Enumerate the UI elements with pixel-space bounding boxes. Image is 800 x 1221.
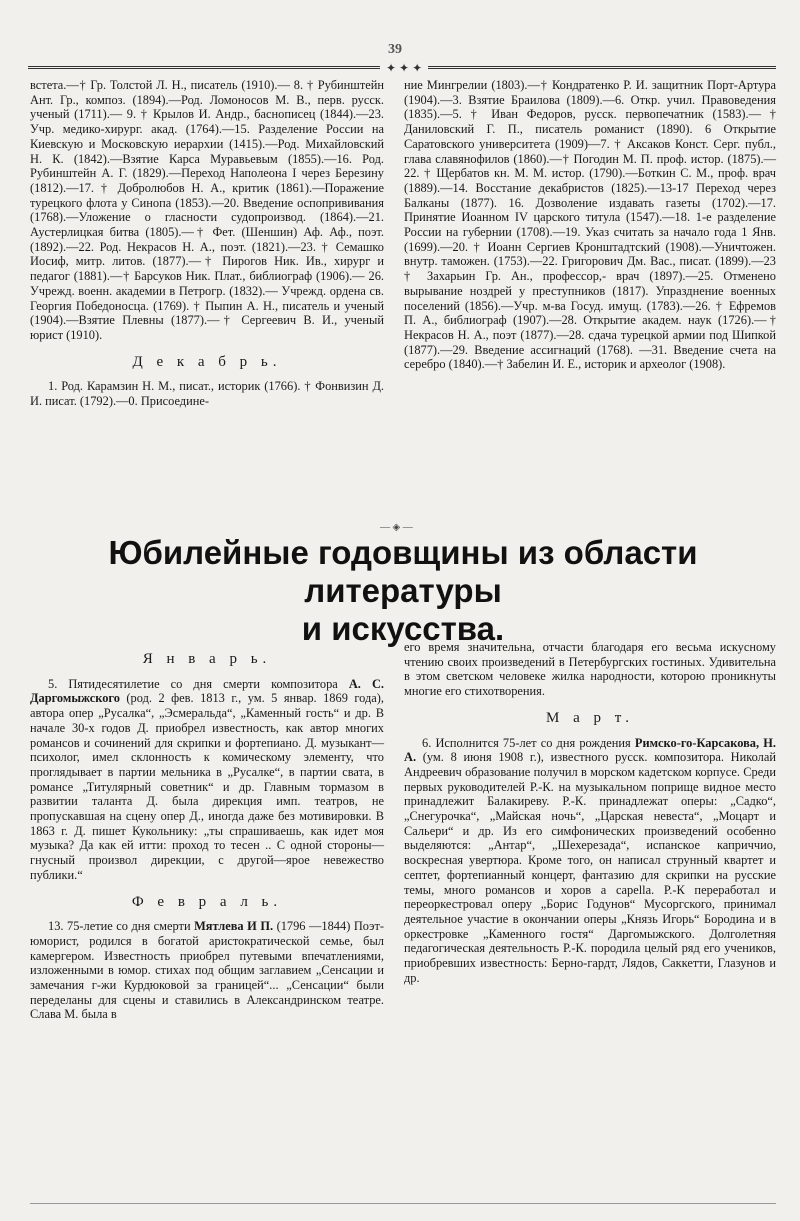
- section-title: [30, 534, 776, 648]
- top-left-column: [30, 78, 384, 409]
- section-title-line1: Юбилейные годовщины из области литературы: [108, 534, 698, 609]
- chronicle-text-november: встета.—† Гр. Толстой Л. Н., писатель (1910).— 8. † Рубинштейн Ант. Гр., композ. (1894).—Род. Ломоносов М. В., перв. русск. ученый (1711).— 9. † Крылов И. Андр., баснописец (1844).—23. Учр. медико-хирург. акад. (1764).—15. Разделение России на Киевскую и Московскую иерархии (1415).—Род. Михайловский Н. К. (1842).—Взятие Карса Муравьевым (1855).—16. Род. Рубинштейн А. Г. (1829).—Переход Наполеона I через Березину (1812).—17. † Добролюбов Н. А., критик (1861).—Поражение турецкого флота у Синопа (1853).—20. Введение оспопрививания (1768).—Уложение о гласности судопроизвод. (1864).—21. Аустерлицкая битва (1805).—† Фет. (Шеншин) Аф. Аф., поэт. (1892).—22. Род. Некрасов Н. А., поэт. (1821).—23. † Семашко Иосиф, митр. литов. (1877).—† Пирогов Ник. Ив., хирург и педагог (1881).—† Барсуков Ник. Плат., библиограф (1906).— 26. Учрежд. военн. академии в Петрогр. (1832).— Учрежд. ордена св. Георгия Победоносца. (1769). † Пыпин А. Н., писатель и ученый (1904).—Взятие Плевны (1877).—† Сергеевич В. И., ученый юрист (1910).: [30, 78, 384, 342]
- february-entry: [30, 919, 384, 1022]
- section-title-line2: и искусства.: [301, 610, 505, 647]
- page-number: 39: [388, 42, 402, 57]
- february-entry-text: (1796 —1844) Поэт-юморист, родился в богатой аристократической семье, был камергером. Известность приобрел путевыми впечатлениями, изложенными в юмор. стихах под общим заглавием „Сенсации и замечания г-жи Курдюковой за границей“... „Сенсации“ были переделаны для сцены и ставились в Александринском театре. Слава М. была в: [30, 919, 384, 1022]
- february-heading: Ф е в р а л ь.: [131, 893, 283, 910]
- march-entry-text: (ум. 8 июня 1908 г.), известного русск. композитора. Николай Андреевич образование получил в морском кадетском корпусе. Среди первых руководителей Р.-К. на музыкальном поприще видное место принадлежит Балакиреву. Р.-К. принадлежат оперы: „Садко“, „Снегурочка“, „Майская ночь“, „Царская невеста“, „Моцарт и Сальери“ и др. Из его симфонических произведений особенно выделяются: „Антар“, „Шехерезада“, испанское каприччио, воскресная увертюра. Кроме того, он написал струнный квартет и септет, фортепианный концерт, фантазию для скрипки на русские темы, много романсов и хоров a capella. Р.-К переработал и переоркестровал оперу „Борис Годунов“ Мусоргского, принимал деятельное участие в окончании оперы „Князь Игорь“ Бородина и в оркестровке „Каменного гостя“ Даргомыжского. Долголетняя педагогическая деятельность Р.-К. породила целый ряд его учеников, приобревших известность: Берно-гардт, Лядов, Саккетти, Глазунов и др.: [404, 750, 776, 985]
- march-highlight: Римско-го-Карсакова, Н. А.: [404, 735, 776, 765]
- chronicle-text-december-continued: ние Мингрелии (1803).—† Кондратенко Р. И. защитник Порт-Артура (1904).—3. Взятие Браилова (1809).—6. Откр. учил. Правоведения (1835).—5. † Иван Федоров, русск. первопечатник (1583).— † Даниловский Г. П., писатель романист (1890). 6 Открытие Саратовского университета (1909)—7. † Аксаков Конст. Серг. публ., глава славянофилов (1860).—† Погодин М. П. проф. истор. (1875).— 22. † Щербатов кн. М. М. истор. (1790).—Боткин С. М., проф. врач (1889).—14. Восстание декабристов (1825).—13-17 Переход через Балканы (1877). 16. Дозволение издавать газеты (1702).—17. Принятие Иоанном IV царского титула (1547).—18. 1-е разделение России на губернии (1708).—19. Указ считать за начало года 1 Янв. (1699).—20. † Иоанн Сергиев Кронштадтский (1908).—Уничтожен. внутр. таможен. (1753).—22. Григорович Дм. Вас., писат. (1899).—23 † Захарьин Гр. Ан., профессор,- врач (1897).—25. Отменено вырывание ноздрей у преступников (1817). Упразднение военных поселений (1856).—Учр. м-ва Госуд. имущ. (1783).—26. † Ефремов П. А., библиограф (1907).—28. Открытие академ. наук (1726).—† Некрасов Н. А., поэт (1877).—28. сдача турецкой армии под Шипкой (1877).—29. Введение ассигнаций (1768). —31. Введение счета на серебро (1840).—† Забелин И. Е., историк и археолог (1908).: [404, 78, 776, 372]
- january-entry-prefix: 5. Пятидесятилетие со дня смерти композитора: [48, 676, 349, 691]
- march-entry-prefix: 6. Исполнится 75-лет со дня рождения: [422, 735, 635, 750]
- chronicle-text-december: 1. Род. Карамзин Н. М., писат., историк (1766). † Фонвизин Д. И. писат. (1792).—0. Присоедине-: [30, 379, 384, 409]
- january-highlight: А. С. Даргомыжского: [30, 676, 384, 706]
- top-double-rule: [28, 61, 776, 75]
- top-right-column: [404, 78, 776, 372]
- march-heading: М а р т.: [546, 709, 634, 726]
- february-highlight: Мятлева И П.: [194, 919, 274, 934]
- section-ornament: — ◈ —: [380, 522, 413, 533]
- march-entry: [404, 736, 776, 986]
- december-heading: Д е к а б р ь.: [132, 353, 282, 370]
- february-entry-prefix: 13. 75-летие со дня смерти: [48, 919, 195, 934]
- footer-rule: [30, 1203, 776, 1204]
- bottom-right-column: [404, 640, 776, 985]
- january-entry: [30, 677, 384, 883]
- ornament-icon: ✦ ✦ ✦: [380, 61, 428, 76]
- bottom-left-column: [30, 640, 384, 1022]
- february-entry-continued: его время значительна, отчасти благодаря его весьма искусному чтению своих произведений в Петербургских гостиных. Удивительна в этом светском человеке жилка народности, которою проникнуты многие его стихотворения.: [404, 640, 776, 699]
- january-entry-text: (род. 2 фев. 1813 г., ум. 5 январ. 1869 года), автора опер „Русалка“, „Эсмеральда“, „Каменный гость“ и др. В начале 30-х годов Д. приобрел известность, как автор многих романсов и сочинений для скрипки и фортепиано. Д. музыкант—психолог, имел склонность к комическому элементу, что проглядывает в партии мельника в „Русалке“, в партии свата, в романсе „Титулярный советник“ и др. Главным тормазом в развитии таланта Д. была дирекция имп. театров, не пропускавшая на сцену опер Д., иногда даже без мотивировки. В 1863 г. Д. пишет Кукольнику: „ты спрашиваешь, как идет моя музыка? Да как ей итти: проход то тесен .. С одной стороны—гнусный произвол дирекции, с другой—ярое невежество публики.“: [30, 691, 384, 882]
- january-heading: Я н в а р ь.: [142, 651, 272, 667]
